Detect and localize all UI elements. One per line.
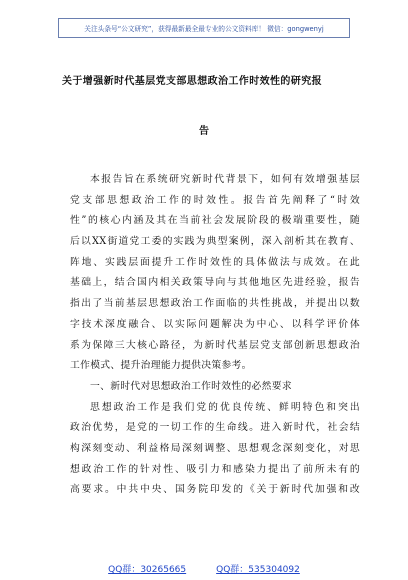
body-line: 思想政治工作是我们党的优良传统、鲜明特色和突出 — [90, 401, 360, 413]
body-line: 本报告旨在系统研究新时代背景下，如何有效增强基层 — [90, 174, 360, 185]
body-line: 高要求。中共中央、国务院印发的《关于新时代加强和改 — [70, 484, 360, 496]
body-line: 阵地、实践层面提升工作时效性的具体做法与成效。在此 — [70, 256, 360, 268]
body-line: 政治优势，是党的一切工作的生命线。进入新时代，社会结 — [70, 422, 360, 434]
body-line: 基础上，结合国内相关政策导向与其他地区先进经验，报告 — [70, 277, 360, 289]
document-body — [70, 170, 360, 501]
qq-group-link-1[interactable]: QQ群：30265665 — [108, 565, 187, 575]
body-line: 系为保障三大核心路径，为新时代基层党支部创新思想政治 — [70, 339, 360, 351]
promo-banner-text: 关注头条号“公文研究”，获得最新最全最专业的公文资料库！ 微信：gongwenyj — [84, 25, 324, 33]
body-line: 指出了当前基层思想政治工作面临的共性挑战，并提出以数 — [70, 298, 360, 310]
body-line: 党支部思想政治工作的时效性。报告首先阐释了“时效 — [70, 194, 360, 206]
document-title-continued: 告 — [199, 126, 209, 137]
body-line: 工作模式、提升治理能力提供决策参考。 — [70, 360, 252, 372]
promo-banner — [58, 18, 350, 38]
document-title: 关于增强新时代基层党支部思想政治工作时效性的研究报 — [62, 76, 322, 87]
body-line: 字技术深度融合、以实际问题解决为中心、以科学评价体 — [70, 318, 360, 330]
body-line: 后以XX街道党工委的实践为典型案例，深入剖析其在教育、 — [70, 236, 360, 248]
body-line: 性”的核心内涵及其在当前社会发展阶段的极端重要性，随 — [70, 215, 360, 227]
footer — [0, 562, 408, 575]
section-heading: 一、新时代对思想政治工作时效性的必然要求 — [90, 380, 292, 392]
body-line: 想政治工作的针对性、吸引力和感染力提出了前所未有的 — [70, 463, 360, 475]
qq-group-link-2[interactable]: QQ群：535304092 — [216, 565, 300, 575]
body-line: 构深刻变动、利益格局深刻调整、思想观念深刻变化，对思 — [70, 442, 360, 454]
